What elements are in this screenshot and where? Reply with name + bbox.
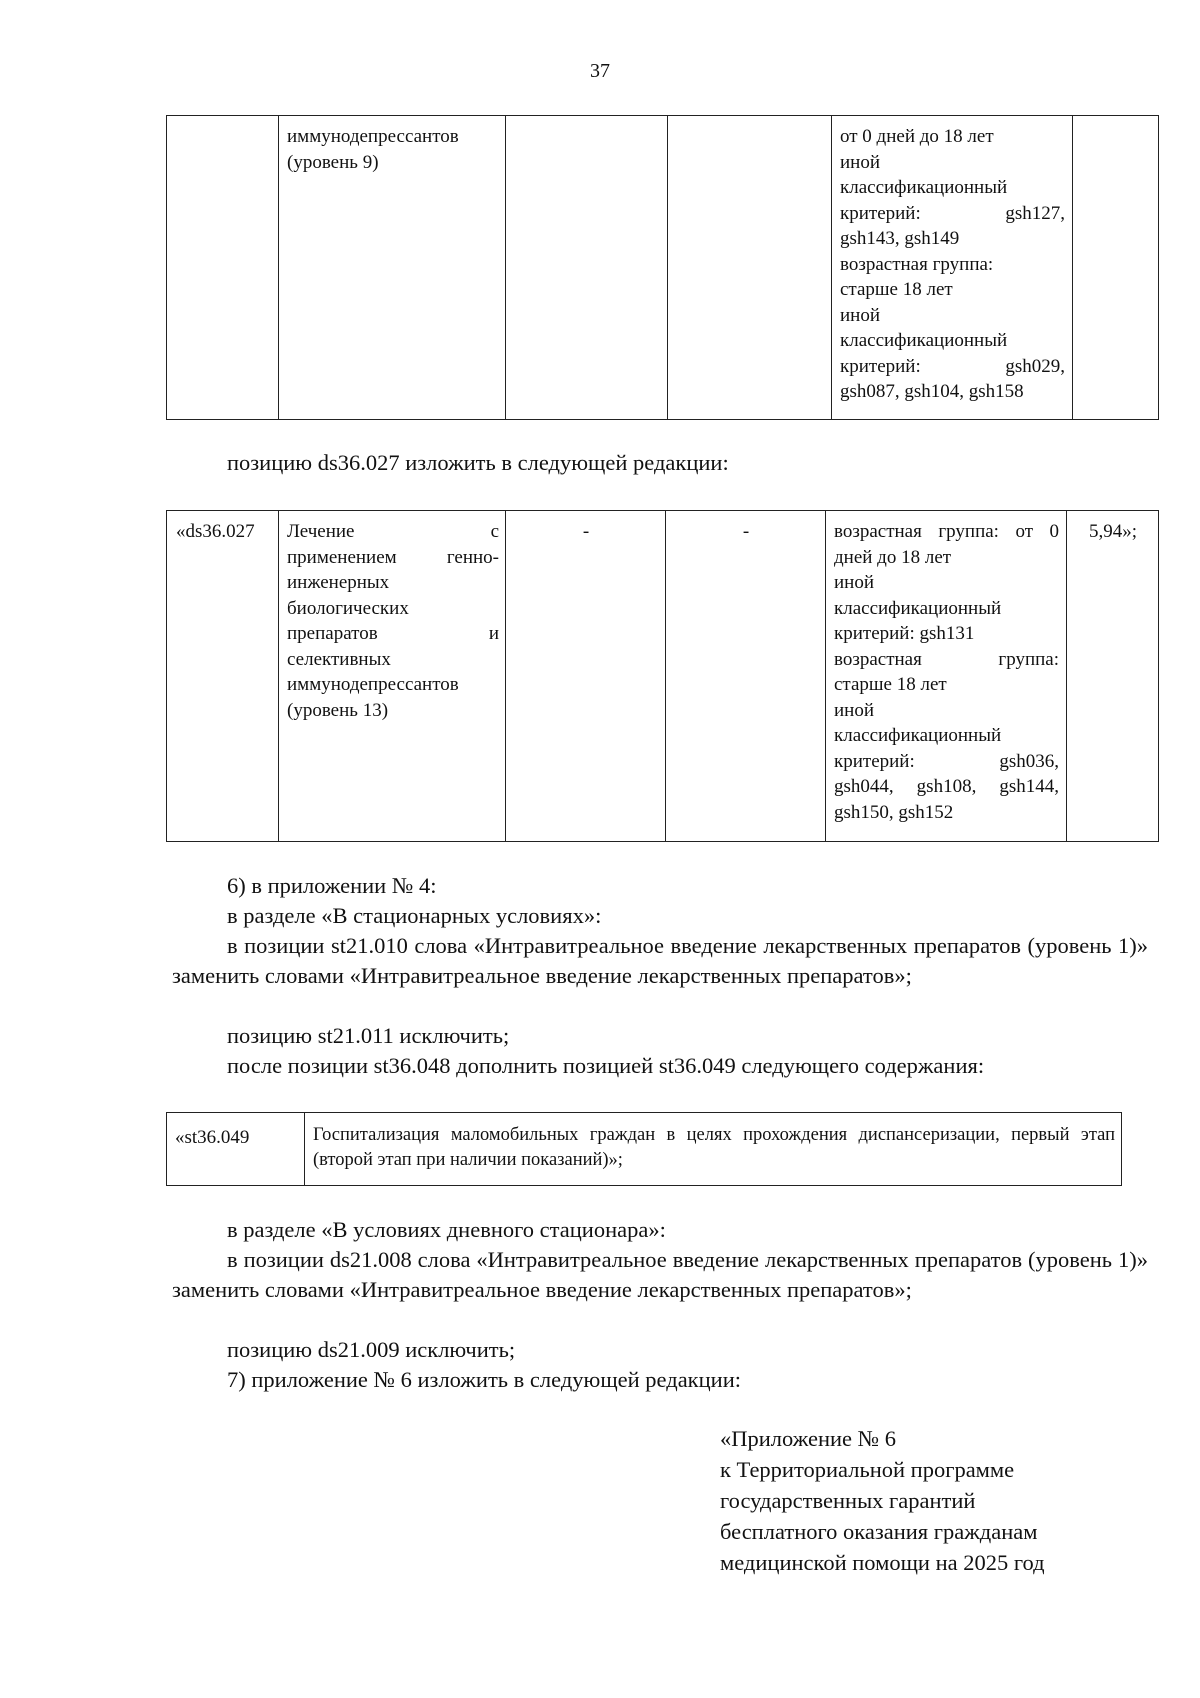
table1-col5-line: от 0 дней до 18 лет: [840, 126, 994, 147]
table2-criteria-line: возрастная группа: от 0: [834, 521, 1059, 542]
table1-col3: [506, 116, 668, 420]
table3-text: Госпитализация маломобильных граждан в целях прохождения диспансеризации, первый этап (второй этап при наличии показаний)»;: [313, 1125, 1115, 1170]
table1-col5-line: возрастная группа:: [840, 253, 994, 275]
table1-col2: [279, 116, 506, 420]
para-ds36-027: позицию ds36.027 изложить в следующей редакции:: [227, 450, 729, 475]
page-number: 37: [590, 60, 610, 82]
table-st36-049: [166, 1112, 1122, 1186]
table1-col5-line: классификационный: [840, 177, 1008, 198]
table2-name-line: Лечение с: [287, 521, 499, 542]
table2-col3-cell: [506, 511, 666, 842]
table2-criteria-line: возрастная группа:: [834, 648, 1059, 670]
table2-name-line: инженерных: [287, 572, 390, 593]
table3-code-cell: [167, 1113, 305, 1186]
table2-criteria-line: старше 18 лет: [834, 674, 947, 695]
table2-criteria-line: gsh150, gsh152: [834, 801, 954, 823]
section6-line5: после позиции st36.048 дополнить позицией st36.049 следующего содержания:: [227, 1053, 985, 1078]
table2-name-line: биологических: [287, 597, 409, 619]
table1-col5-line: критерий: gsh029,: [840, 355, 1065, 377]
table2-name-line: (уровень 13): [287, 699, 389, 721]
table2-coef-cell: [1067, 511, 1159, 842]
table1-col5-line: критерий: gsh127,: [840, 202, 1065, 224]
appendix-line: государственных гарантий: [720, 1488, 976, 1513]
table2-criteria-line: классификационный: [834, 597, 1002, 619]
table2-criteria-line: критерий: gsh036,: [834, 750, 1059, 772]
table1-col5-line: gsh143, gsh149: [840, 228, 960, 249]
table1-col5-line: классификационный: [840, 330, 1008, 351]
table2-col3: -: [582, 521, 590, 542]
table2-criteria-line: gsh044, gsh108, gsh144,: [834, 776, 1059, 797]
table1-col5: [832, 116, 1073, 420]
table1-col5-line: старше 18 лет: [840, 279, 953, 300]
table2-code-cell: [167, 511, 279, 842]
table1-col5-line: gsh087, gsh104, gsh158: [840, 381, 1024, 402]
table2-criteria-line: классификационный: [834, 725, 1002, 746]
table3-code: «st36.049: [175, 1127, 250, 1148]
table2-col4: -: [742, 521, 750, 542]
table2-criteria-cell: [826, 511, 1067, 842]
table1-col5-line: иной: [840, 151, 881, 173]
table2-name-line: препаратов и: [287, 623, 499, 644]
table1-col1: [167, 116, 279, 420]
table2-criteria-line: критерий: gsh131: [834, 623, 975, 644]
appendix-line: «Приложение № 6: [720, 1426, 896, 1451]
appendix-line: к Территориальной программе: [720, 1457, 1015, 1482]
table-continuation: [166, 115, 1159, 420]
section-day-line1: в разделе «В условиях дневного стационара»:: [227, 1217, 666, 1242]
table1-col2-line: иммунодепрессантов: [287, 126, 459, 147]
table2-col4-cell: [666, 511, 826, 842]
table2-code: «ds36.027: [176, 521, 255, 542]
table1-col5-line: иной: [840, 304, 881, 326]
table3-text-cell: [305, 1113, 1122, 1186]
table2-name-cell: [279, 511, 506, 842]
table1-col4: [668, 116, 832, 420]
appendix-line: бесплатного оказания гражданам: [720, 1519, 1038, 1544]
table2-name-line: селективных: [287, 648, 391, 670]
table1-col2-line: (уровень 9): [287, 151, 379, 173]
appendix-line: медицинской помощи на 2025 год: [720, 1550, 1045, 1575]
table2-criteria-line: иной: [834, 699, 875, 721]
section-day-line3: позицию ds21.009 исключить;: [227, 1337, 516, 1362]
table2-coef: 5,94»;: [1088, 521, 1138, 542]
table1-col6: [1073, 116, 1159, 420]
section6-line3: в позиции st21.010 слова «Интравитреальное введение лекарственных препаратов (уровень 1)» заменить словами «Интравитреальное введение лекарственных препаратов»;: [172, 933, 1148, 988]
section6-line4: позицию st21.011 исключить;: [227, 1023, 510, 1048]
table-ds36-027: [166, 510, 1159, 842]
section6-line2: в разделе «В стационарных условиях»:: [227, 903, 602, 928]
section-day-line2: в позиции ds21.008 слова «Интравитреальное введение лекарственных препаратов (уровень 1)» заменить словами «Интравитреальное введение лекарственных препаратов»;: [172, 1247, 1148, 1302]
table2-criteria-line: дней до 18 лет: [834, 546, 952, 568]
section-day-line4: 7) приложение № 6 изложить в следующей редакции:: [227, 1367, 741, 1392]
section6-line1: 6) в приложении № 4:: [227, 873, 437, 898]
table2-name-line: иммунодепрессантов: [287, 674, 459, 695]
table2-name-line: применением генно-: [287, 546, 499, 568]
appendix-heading: [720, 1423, 1045, 1578]
table2-criteria-line: иной: [834, 572, 875, 593]
